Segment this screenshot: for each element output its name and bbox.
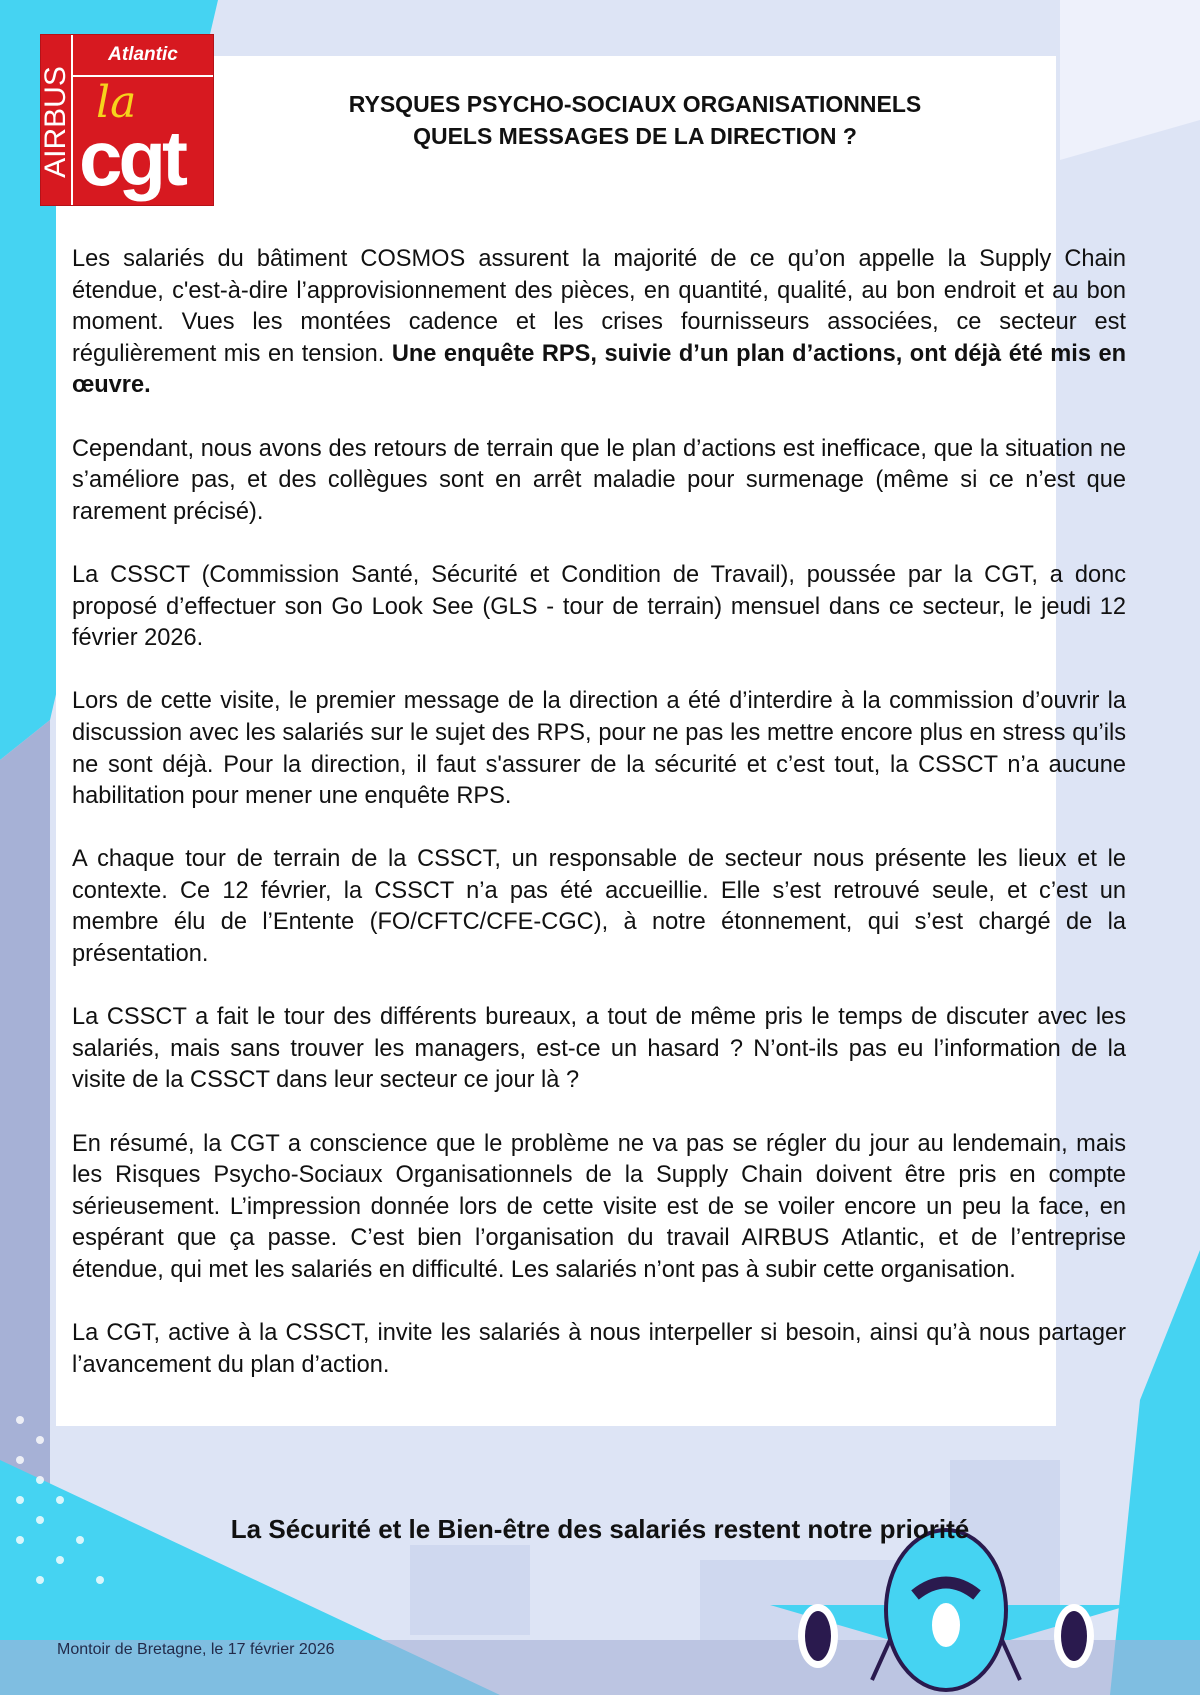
- logo-brand-text: AIRBUS: [39, 66, 72, 178]
- logo-site-text: Atlantic: [73, 35, 213, 77]
- document-body: [72, 244, 1126, 1413]
- title-line-2: QUELS MESSAGES DE LA DIRECTION ?: [413, 123, 857, 149]
- cgt-airbus-atlantic-logo: [40, 34, 214, 206]
- title-line-1: RYSQUES PSYCHO-SOCIAUX ORGANISATIONNELS: [348, 91, 922, 117]
- paragraph-6: La CSSCT a fait le tour des différents bureaux, a tout de même pris le temps de discuter avec les salariés, mais sans trouver les managers, est-ce un hasard ? N’ont-ils pas eu l’information de la visite de la CSSCT dans leur secteur ce jour là ?: [72, 1004, 1126, 1094]
- paragraph-text: Les salariés du bâtiment COSMOS assurent la majorité de ce qu’on appelle la Supply Chain étendue, c'est-à-dire l’approvisionnement des pièces, en quantité, qualité, au bon endroit et au bon moment. Vues les montées cadence et les crises fournisseurs associées, ce secteur est régulièrement mis en tension.: [72, 246, 1126, 367]
- paragraph-2: Cependant, nous avons des retours de terrain que le plan d’actions est inefficace, que la situation ne s’améliore pas, et des collègues sont en arrêt maladie pour surmenage (même si ce n’est que rarement précisé).: [72, 435, 1126, 525]
- document-title: [260, 88, 1010, 152]
- paragraph-4: Lors de cette visite, le premier message de la direction a été d’interdire à la commission d’ouvrir la discussion avec les salariés sur le sujet des RPS, pour ne pas les mettre encore plus en stress qu’ils ne sont déjà. Pour la direction, il faut s'assurer de la sécurité et c’est tout, la CSSCT n’a aucune habilitation pour mener une enquête RPS.: [72, 688, 1126, 810]
- paragraph-1: [72, 244, 1126, 402]
- paragraph-3: La CSSCT (Commission Santé, Sécurité et Condition de Travail), poussée par la CGT, a donc proposé d’effectuer son Go Look See (GLS - tour de terrain) mensuel dans ce secteur, le jeudi 12 février 2026.: [72, 561, 1126, 652]
- paragraph-8: La CGT, active à la CSSCT, invite les salariés à nous interpeller si besoin, ainsi qu’à nous partager l’avancement du plan d’action.: [72, 1320, 1126, 1378]
- paragraph-5: A chaque tour de terrain de la CSSCT, un responsable de secteur nous présente les lieux et le contexte. Ce 12 février, la CSSCT n’a pas été accueillie. Elle s’est retrouvé seule, et c’est un membre élu de l’Entente (FO/CFTC/CFE-CGC), à notre étonnement, qui s’est chargé de la présentation.: [72, 846, 1126, 968]
- paragraph-7: En résumé, la CGT a conscience que le problème ne va pas se régler du jour au lendemain, mais les Risques Psycho-Sociaux Organisationnels de la Supply Chain doivent être pris en compte sérieusement. L’impression donnée lors de cette visite est de se voiler encore un peu la face, en espérant que ça passe. C’est bien l’organisation du travail AIRBUS Atlantic, et de l’entreprise étendue, qui met les salariés en difficulté. Les salariés n’ont pas à subir cette organisation.: [72, 1130, 1126, 1283]
- slogan: La Sécurité et le Bien-être des salariés restent notre priorité: [230, 1514, 970, 1544]
- logo-cgt-text: cgt: [79, 114, 184, 202]
- logo-airbus: [41, 35, 73, 205]
- paragraph-bold-text: Une enquête RPS, suivie d’un plan d’actions, ont déjà été mis en œuvre.: [72, 340, 1126, 399]
- footer-place-date: Montoir de Bretagne, le 17 février 2026: [57, 1641, 335, 1658]
- logo-la-text: la: [96, 77, 137, 128]
